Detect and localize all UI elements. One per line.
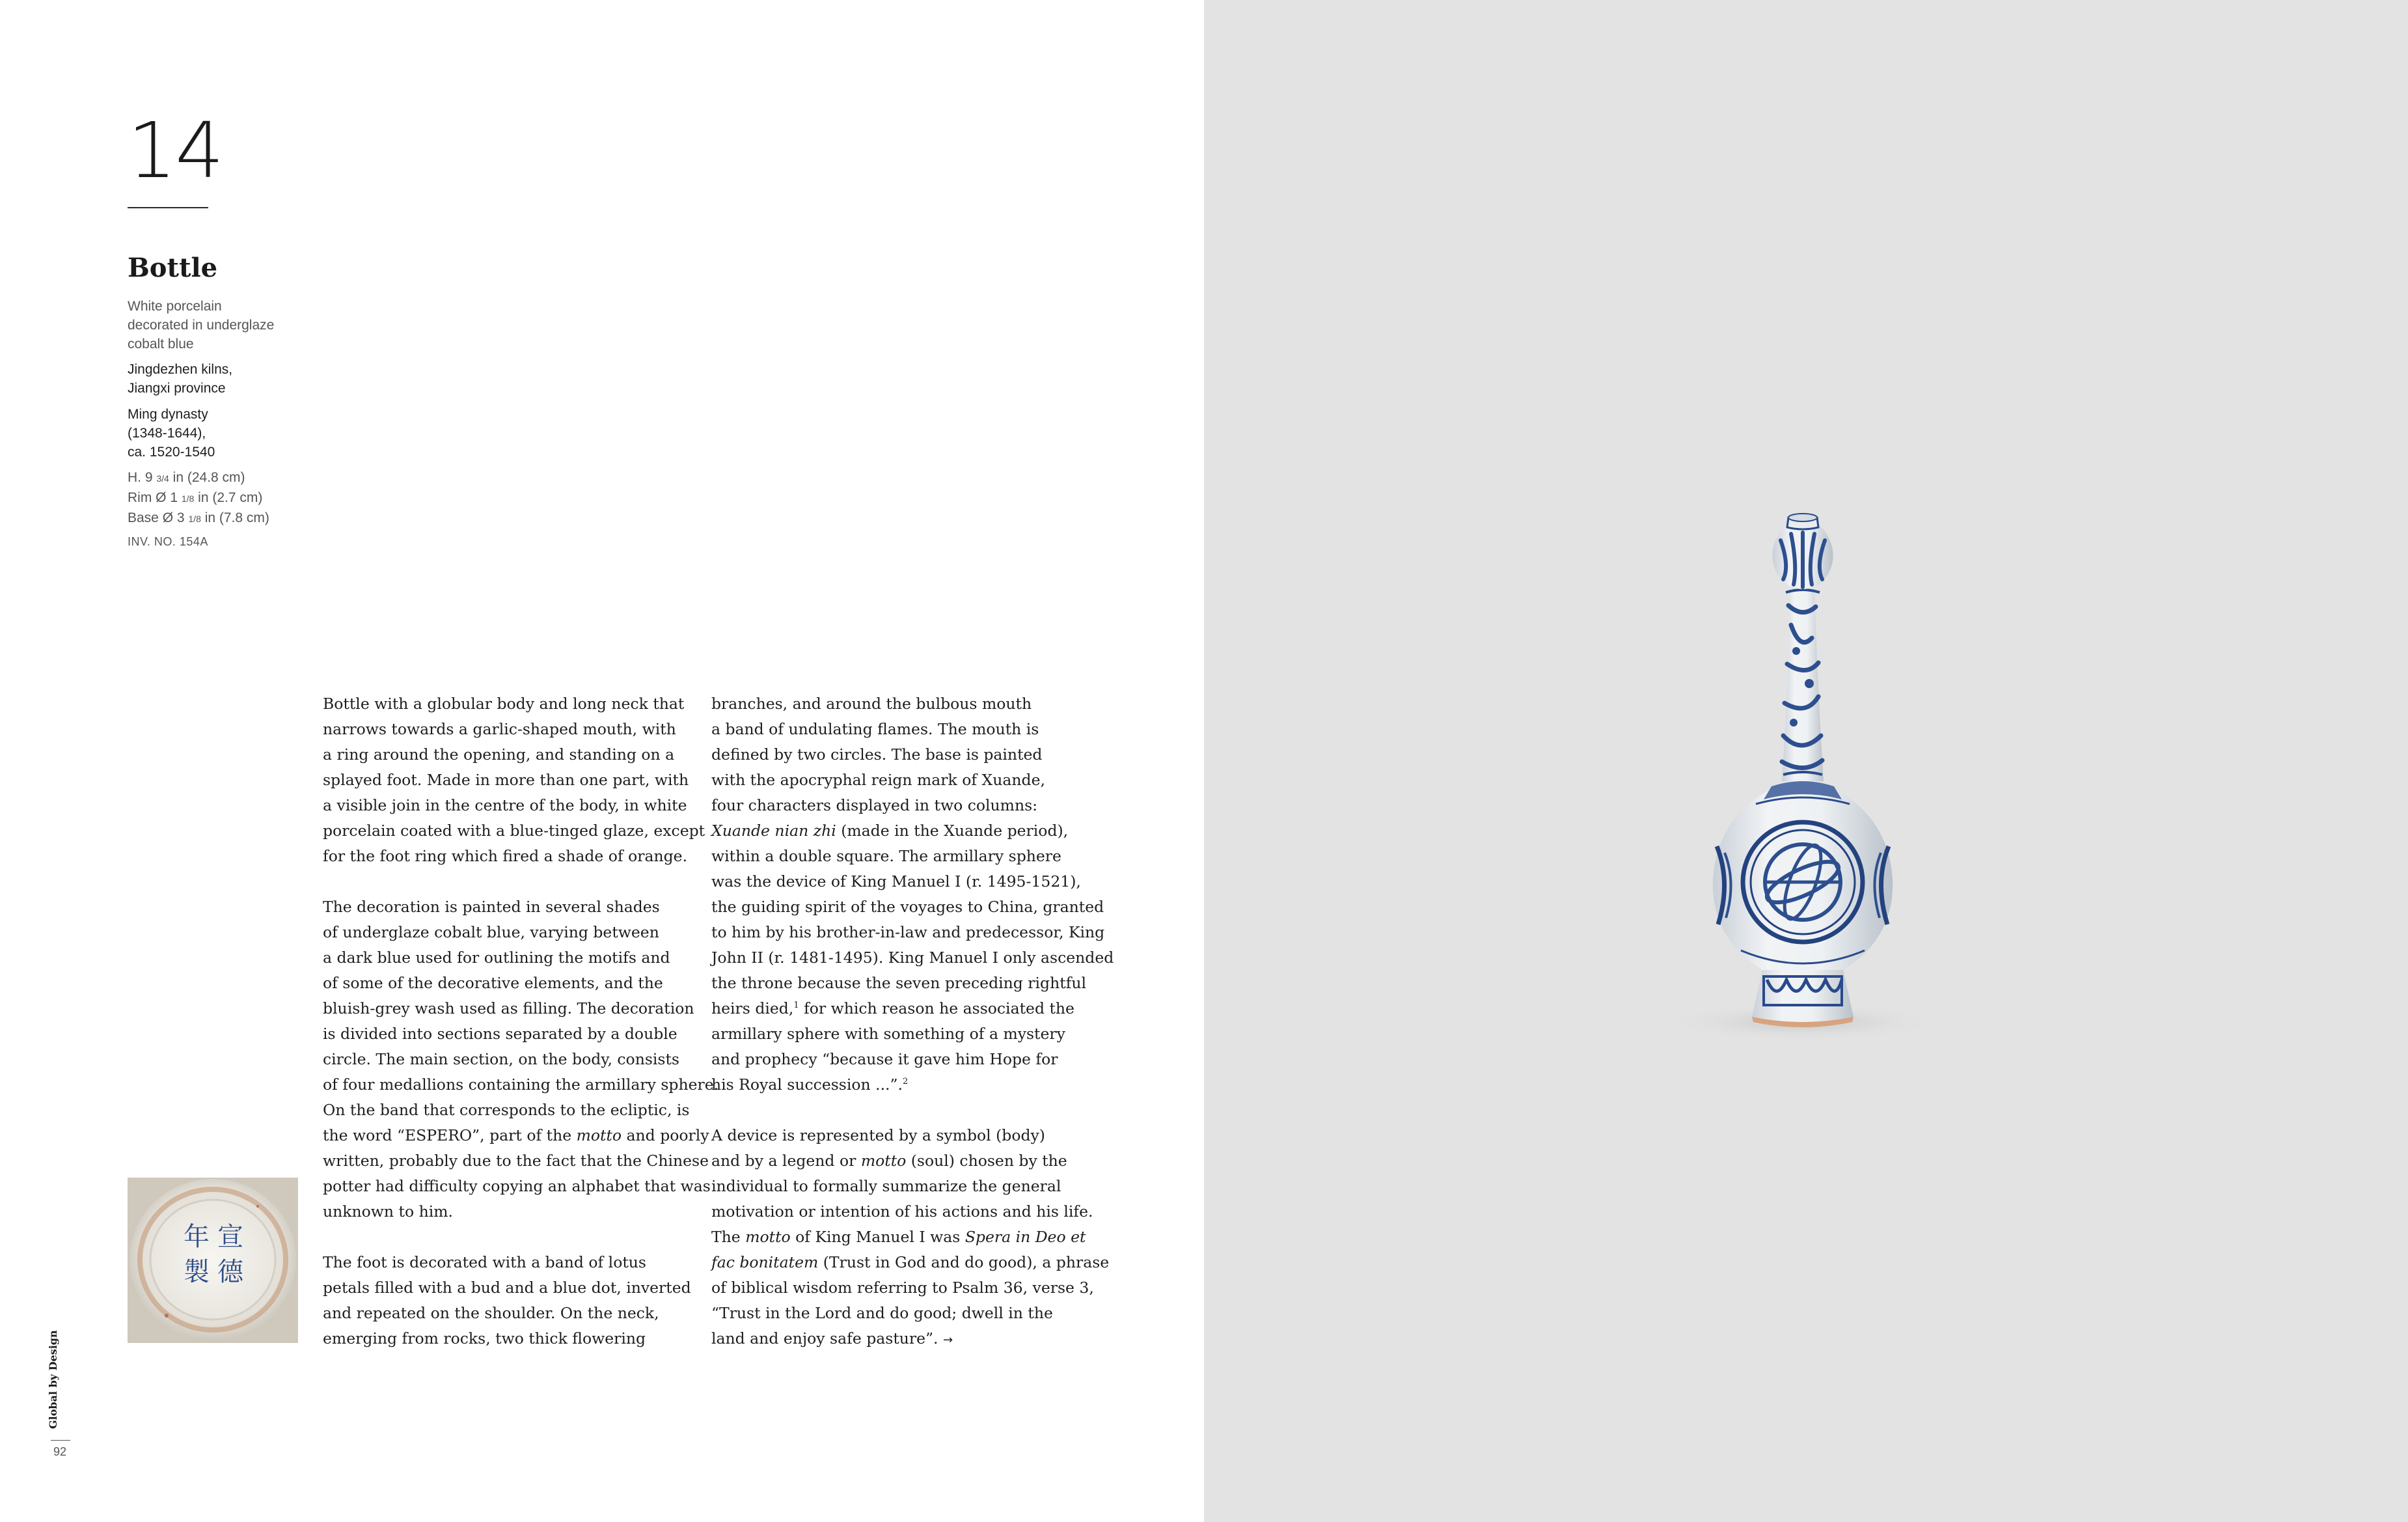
page-number: 92 [53,1445,67,1458]
kiln-location [128,360,323,398]
dating-line: Ming dynasty [128,407,208,422]
number-divider [128,207,208,208]
paragraph: The decoration is painted in several shades of underglaze cobalt blue, varying between a dark blue used for outlining the motifs and of some of the decorative elements, and the bluish-grey wash used as filling. The decoration is divided into sections separated by a double circle. The main section, on the body, consists of four medallions containing the armillary sphere. On the band that corresponds to the ecliptic, is the word “ESPERO”, part of the motto and poorly written, probably due to the fact that the Chinese potter had difficulty copying an alphabet that was unknown to him. [323,898,719,1221]
base-mark-photo [128,1178,298,1343]
dimension-height: H. 9 3/4 in (24.8 cm) [128,470,245,485]
material-line: cobalt blue [128,337,194,352]
inventory-number: INV. NO. 154A [128,535,208,548]
base-mark-illustration [128,1178,298,1343]
paragraph: The foot is decorated with a band of lotus petals filled with a bud and a blue dot, inverted and repeated on the shoulder. On the neck, emerging from rocks, two thick flowering [323,1253,691,1348]
folio-divider [51,1440,70,1441]
mark-char: 德 [217,1257,243,1287]
dating-line: (1348-1644), [128,426,206,441]
catalogue-number: 14 [128,105,223,195]
kiln-line: Jiangxi province [128,381,226,396]
dimensions [128,468,323,529]
body-text-column-1 [323,691,719,1377]
kiln-line: Jingdezhen kilns, [128,362,233,377]
mark-char: 製 [184,1257,210,1287]
material-line: White porcelain [128,299,222,314]
body-text-column-2 [711,691,1114,1378]
paragraph: A device is represented by a symbol (body) and by a legend or motto (soul) chosen by the individual to formally summarize the general motivation or intention of his actions and his life. The motto of King Manuel I was Spera in Deo et fac bonitatem (Trust in God and do good), a phrase of biblical wisdom referring to Psalm 36, verse 3, “Trust in the Lord and do good; dwell in the land and enjoy safe pasture”. → [711,1126,1110,1348]
material-line: decorated in underglaze [128,318,275,333]
paragraph: branches, and around the bulbous mouth a band of undulating flames. The mouth is defined by two circles. The base is painted with the apocryphal reign mark of Xuande, four characters displayed in two columns: Xuande nian zhi (made in the Xuande period), within a double square. The armillary sphere was the device of King Manuel I (r. 1495-1521), the guiding spirit of the voyages to China, granted to him by his brother-in-law and predecessor, King John II (r. 1481-1495). King Manuel I only ascended the throne because the seven preceding rightful heirs died,$^1$ for which reason he associated the armillary sphere with something of a mystery and prophecy “because it gave him Hope for his Royal succession ...”.$^2$ [711,695,1114,1094]
dating-line: ca. 1520-1540 [128,445,215,460]
mark-char: 宣 [217,1222,243,1252]
dating [128,405,323,462]
continue-arrow-icon[interactable]: → [943,1333,953,1347]
bottle-illustration [1679,456,1926,1042]
footnote-ref: 1 [793,1001,799,1011]
dimension-base: Base Ø 3 1/8 in (7.8 cm) [128,510,269,525]
running-title: Global by Design [47,1330,59,1429]
footnote-ref: 2 [903,1077,909,1087]
paragraph: Bottle with a globular body and long neck that narrows towards a garlic-shaped mouth, with a ring around the opening, and standing on a splayed foot. Made in more than one part, with a visible join in the centre of the body, in white porcelain coated with a blue-tinged glaze, except for the foot ring which fired a shade of orange. [323,695,705,865]
bottle-photo [1679,456,1926,1042]
object-title: Bottle [128,253,218,283]
object-photo-page [1204,0,2408,1522]
dimension-rim: Rim Ø 1 1/8 in (2.7 cm) [128,490,263,505]
mark-char: 年 [184,1222,210,1252]
material-description [128,297,323,353]
